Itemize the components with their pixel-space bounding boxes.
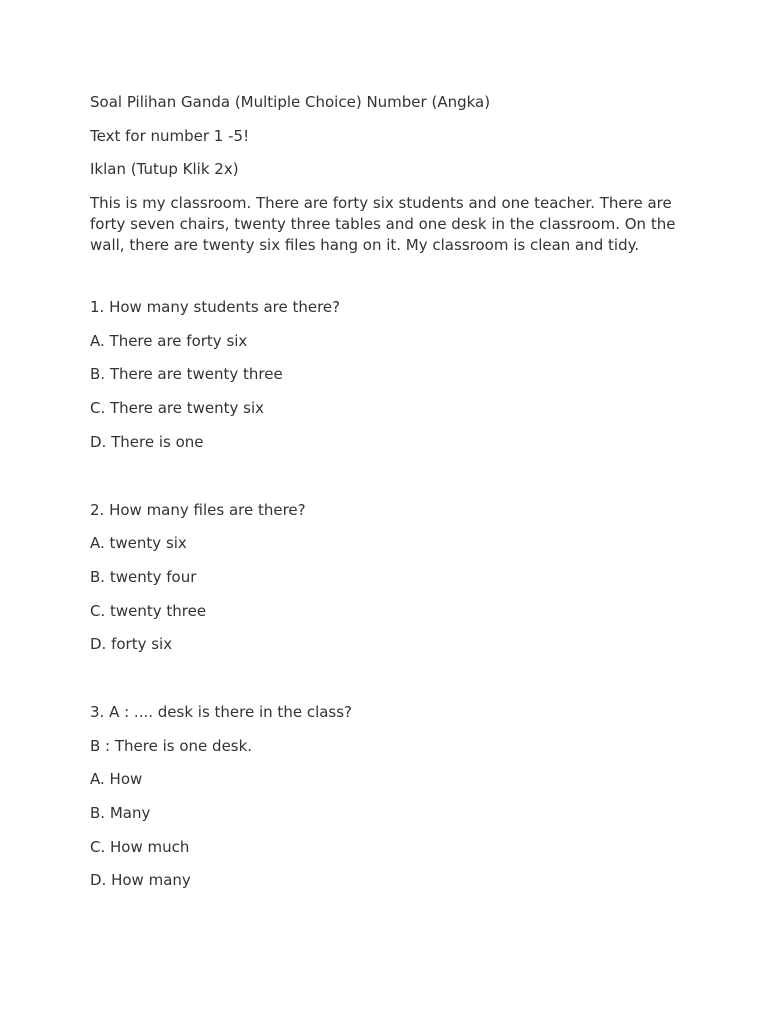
question-prompt: 2. How many files are there? — [90, 500, 306, 519]
answer-option: C. There are twenty six — [90, 399, 265, 418]
answer-option: A. twenty six — [90, 534, 187, 553]
question-prompt: 1. How many students are there? — [90, 298, 341, 317]
answer-option: B. Many — [90, 804, 151, 822]
question-2 — [90, 500, 690, 668]
spacer — [90, 668, 690, 702]
question-1 — [90, 297, 690, 465]
answer-option: C. How much — [90, 837, 190, 856]
answer-option: C. twenty three — [90, 601, 207, 620]
reading-passage: This is my classroom. There are forty six students and one teacher. There are forty seven chairs, twenty three tables and one desk in the classroom. On the wall, there are twenty six files hang on it. My classroom is clean and tidy. — [90, 194, 676, 255]
question-dialog: B : There is one desk. — [90, 736, 253, 755]
answer-option: D. forty six — [90, 635, 173, 654]
question-prompt: 3. A : .... desk is there in the class? — [90, 702, 353, 721]
document-title: Soal Pilihan Ganda (Multiple Choice) Number (Angka) — [90, 93, 491, 111]
answer-option: A. There are forty six — [90, 331, 248, 350]
answer-option: D. How many — [90, 871, 191, 890]
document-page — [90, 92, 690, 904]
answer-option: B. There are twenty three — [90, 365, 283, 384]
instruction-text: Text for number 1 -5! — [90, 126, 250, 145]
spacer — [90, 256, 690, 297]
question-3 — [90, 702, 690, 904]
answer-option: A. How — [90, 770, 143, 789]
answer-option: D. There is one — [90, 432, 204, 451]
ad-label[interactable]: Iklan (Tutup Klik 2x) — [90, 160, 239, 179]
spacer — [90, 466, 690, 500]
answer-option: B. twenty four — [90, 567, 197, 586]
